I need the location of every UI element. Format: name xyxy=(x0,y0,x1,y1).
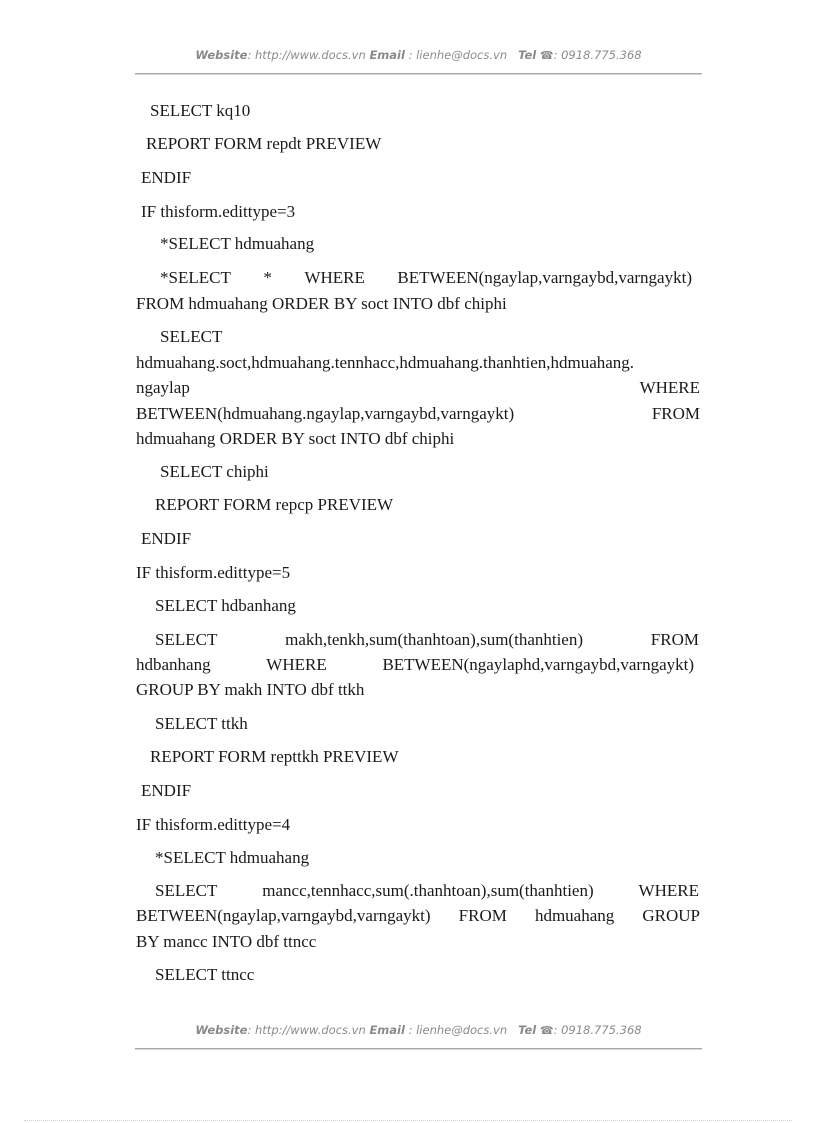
tel-label: Tel xyxy=(518,1023,537,1037)
code-token: FROM xyxy=(458,906,507,925)
code-line-justified xyxy=(155,630,699,650)
code-line: IF thisform.edittype=4 xyxy=(136,815,291,834)
footer-divider xyxy=(135,1048,702,1050)
code-token: makh,tenkh,sum(thanhtoan),sum(thanhtien) xyxy=(285,630,584,649)
email-label: Email xyxy=(369,1023,405,1037)
code-line: FROM hdmuahang ORDER BY soct INTO dbf chiphi xyxy=(136,294,507,313)
code-line: SELECT xyxy=(160,327,223,346)
code-token: BETWEEN(ngaylaphd,varngaybd,varngaykt) xyxy=(382,655,694,674)
code-token: WHERE xyxy=(638,881,699,900)
code-line: BY mancc INTO dbf ttncc xyxy=(136,932,317,951)
website-label: Website xyxy=(195,48,248,62)
code-line: ENDIF xyxy=(141,781,192,800)
code-line: hdmuahang.soct,hdmuahang.tennhacc,hdmuahang.thanhtien,hdmuahang. xyxy=(136,353,635,372)
code-line-justified xyxy=(136,378,700,398)
header-divider xyxy=(135,73,702,75)
website-label: Website xyxy=(195,1023,248,1037)
email-address: : lienhe@docs.vn xyxy=(408,48,508,62)
tel-label: Tel xyxy=(518,48,537,62)
tel-number: : 0918.775.368 xyxy=(553,1023,642,1037)
code-line: REPORT FORM repdt PREVIEW xyxy=(146,134,382,153)
code-line: ENDIF xyxy=(141,168,192,187)
code-token: WHERE xyxy=(304,268,365,287)
code-token: ngaylap xyxy=(136,378,190,397)
code-token: SELECT xyxy=(155,881,218,900)
code-token: BETWEEN(hdmuahang.ngaylap,varngaybd,varngaykt) xyxy=(136,404,515,423)
code-token: hdbanhang xyxy=(136,655,211,674)
code-line: SELECT ttkh xyxy=(155,714,248,733)
code-line: hdmuahang ORDER BY soct INTO dbf chiphi xyxy=(136,429,455,448)
code-token: * xyxy=(263,268,272,287)
code-line: *SELECT hdmuahang xyxy=(160,234,315,253)
code-line: GROUP BY makh INTO dbf ttkh xyxy=(136,680,365,699)
code-token: WHERE xyxy=(266,655,327,674)
code-line-justified xyxy=(136,404,700,424)
code-line: SELECT kq10 xyxy=(150,101,251,120)
code-line: REPORT FORM repttkh PREVIEW xyxy=(150,747,399,766)
code-line: ENDIF xyxy=(141,529,192,548)
code-line: *SELECT hdmuahang xyxy=(155,848,310,867)
code-line: IF thisform.edittype=3 xyxy=(141,202,296,221)
email-label: Email xyxy=(369,48,405,62)
code-line-justified xyxy=(136,655,694,675)
code-token: *SELECT xyxy=(160,268,231,287)
code-line-justified xyxy=(155,881,699,901)
code-line: IF thisform.edittype=5 xyxy=(136,563,291,582)
page-footer xyxy=(135,1023,702,1037)
code-token: mancc,tennhacc,sum(.thanhtoan),sum(thanhtien) xyxy=(262,881,594,900)
code-line-justified xyxy=(160,268,692,288)
email-address: : lienhe@docs.vn xyxy=(408,1023,508,1037)
code-line: SELECT hdbanhang xyxy=(155,596,296,615)
website-url: : http://www.docs.vn xyxy=(247,1023,366,1037)
code-line: SELECT chiphi xyxy=(160,462,269,481)
code-token: FROM xyxy=(651,404,700,423)
code-token: FROM xyxy=(650,630,699,649)
code-token: SELECT xyxy=(155,630,218,649)
code-line: REPORT FORM repcp PREVIEW xyxy=(155,495,394,514)
page-edge-divider xyxy=(24,1120,792,1121)
code-line-justified xyxy=(136,906,700,926)
website-url: : http://www.docs.vn xyxy=(247,48,366,62)
code-token: BETWEEN(ngaylap,varngaybd,varngaykt) xyxy=(397,268,692,287)
code-token: GROUP xyxy=(642,906,700,925)
code-token: WHERE xyxy=(639,378,700,397)
phone-icon: ☎ xyxy=(539,49,554,62)
code-token: BETWEEN(ngaylap,varngaybd,varngaykt) xyxy=(136,906,431,925)
phone-icon: ☎ xyxy=(539,1024,554,1037)
tel-number: : 0918.775.368 xyxy=(553,48,642,62)
code-line: SELECT ttncc xyxy=(155,965,255,984)
page-header xyxy=(135,48,702,62)
code-token: hdmuahang xyxy=(534,906,615,925)
